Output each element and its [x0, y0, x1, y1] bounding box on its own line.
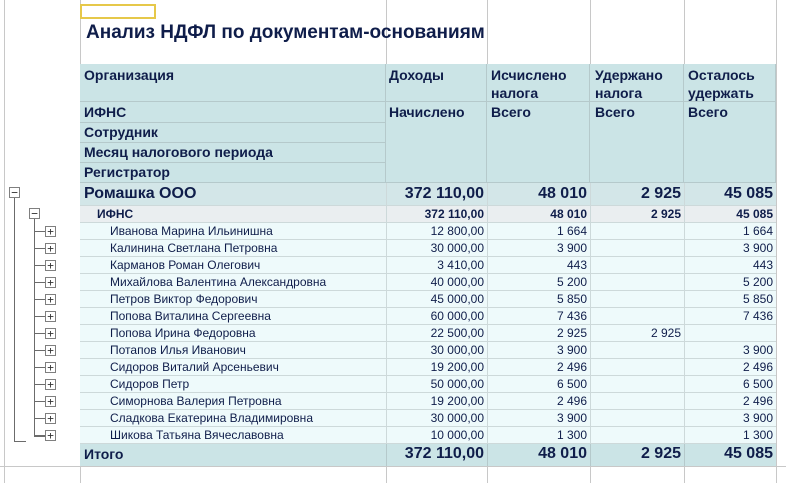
- ifns-group-row[interactable]: [80, 206, 776, 223]
- grid-line: [4, 0, 5, 483]
- employee-remaining: 5 200: [742, 275, 773, 289]
- header-divider: [80, 101, 386, 102]
- expand-row-button[interactable]: +: [45, 396, 56, 407]
- total-calc: 48 010: [538, 445, 587, 462]
- employee-name: Попова Ирина Федоровна: [110, 326, 256, 340]
- table-row[interactable]: [80, 359, 776, 376]
- table-row[interactable]: [80, 240, 776, 257]
- header-month: Месяц налогового периода: [84, 144, 273, 160]
- expand-row-button[interactable]: +: [45, 430, 56, 441]
- ifns-calc: 48 010: [550, 207, 587, 221]
- total-remaining: 45 085: [724, 445, 773, 462]
- employee-name: Сидоров Петр: [110, 377, 190, 391]
- col-separator: [590, 376, 591, 392]
- employee-name: Симорнова Валерия Петровна: [110, 394, 282, 408]
- col-separator: [590, 308, 591, 324]
- employee-remaining: 3 900: [742, 343, 773, 357]
- col-separator: [590, 410, 591, 426]
- col-separator: [590, 291, 591, 307]
- header-withheld-sub: Всего: [595, 104, 635, 120]
- employee-income: 30 000,00: [430, 343, 484, 357]
- expand-row-button[interactable]: +: [45, 328, 56, 339]
- table-row[interactable]: [80, 427, 776, 444]
- employee-remaining: 3 900: [742, 411, 773, 425]
- report-title: Анализ НДФЛ по документам-основаниям: [86, 22, 485, 43]
- col-separator: [590, 223, 591, 239]
- header-income-label: Доходы: [389, 67, 444, 83]
- col-separator: [590, 342, 591, 358]
- employee-calc: 1 664: [556, 224, 587, 238]
- employee-remaining: 7 436: [742, 309, 773, 323]
- expand-row-button[interactable]: +: [45, 260, 56, 271]
- employee-name: Попова Виталина Сергеевна: [110, 309, 271, 323]
- header-income-sub: Начислено: [389, 104, 465, 120]
- expand-row-button[interactable]: +: [45, 277, 56, 288]
- header-withheld-label: Удержано налога: [595, 67, 663, 101]
- col-separator: [590, 240, 591, 256]
- employee-income: 50 000,00: [430, 377, 484, 391]
- employee-income: 3 410,00: [437, 258, 484, 272]
- employee-name: Михайлова Валентина Александровна: [110, 275, 327, 289]
- collapse-org-button[interactable]: −: [9, 187, 20, 198]
- header-remaining-label: Осталось удержать: [688, 67, 755, 101]
- employee-income: 30 000,00: [430, 411, 484, 425]
- employee-calc: 5 200: [556, 275, 587, 289]
- employee-income: 19 200,00: [430, 394, 484, 408]
- expand-row-button[interactable]: +: [45, 345, 56, 356]
- grid-line: [776, 0, 777, 483]
- table-row[interactable]: [80, 308, 776, 325]
- employee-remaining: 2 496: [742, 360, 773, 374]
- employee-remaining: 6 500: [742, 377, 773, 391]
- employee-name: Иванова Марина Ильинишна: [110, 224, 273, 238]
- org-group-row[interactable]: [80, 183, 776, 206]
- table-row[interactable]: [80, 325, 776, 342]
- expand-row-button[interactable]: +: [45, 311, 56, 322]
- expand-row-button[interactable]: +: [45, 362, 56, 373]
- expand-row-button[interactable]: +: [45, 413, 56, 424]
- employee-calc: 7 436: [556, 309, 587, 323]
- employee-calc: 2 925: [556, 326, 587, 340]
- employee-remaining: 3 900: [742, 241, 773, 255]
- col-separator: [590, 359, 591, 375]
- employee-name: Шикова Татьяна Вячеславовна: [110, 428, 284, 442]
- employee-calc: 6 500: [556, 377, 587, 391]
- employee-remaining: 443: [752, 258, 773, 272]
- tree-line: [14, 198, 15, 441]
- col-separator: [590, 427, 591, 443]
- tree-line: [34, 219, 35, 436]
- employee-income: 22 500,00: [430, 326, 484, 340]
- header-calc-label: Исчислено налога: [491, 67, 567, 101]
- expand-row-button[interactable]: +: [45, 294, 56, 305]
- table-row[interactable]: [80, 376, 776, 393]
- employee-calc: 2 496: [556, 394, 587, 408]
- employee-income: 45 000,00: [430, 292, 484, 306]
- header-organization: Организация: [84, 67, 175, 83]
- employee-calc: 5 850: [556, 292, 587, 306]
- selected-cell[interactable]: [80, 4, 156, 19]
- employee-calc: 443: [566, 258, 587, 272]
- header-registrar: Регистратор: [84, 164, 170, 180]
- ifns-income: 372 110,00: [424, 207, 484, 221]
- header-remaining-sub: Всего: [688, 104, 728, 120]
- total-row: [80, 444, 776, 466]
- table-row[interactable]: [80, 274, 776, 291]
- org-withheld: 2 925: [640, 185, 681, 202]
- org-income: 372 110,00: [404, 185, 484, 202]
- header-calc-sub: Всего: [491, 104, 531, 120]
- expand-row-button[interactable]: +: [45, 226, 56, 237]
- ifns-name: ИФНС: [97, 207, 134, 221]
- employee-calc: 3 900: [556, 343, 587, 357]
- expand-row-button[interactable]: +: [45, 243, 56, 254]
- employee-name: Потапов Илья Иванович: [110, 343, 246, 357]
- header-ifns: ИФНС: [84, 104, 127, 120]
- collapse-ifns-button[interactable]: −: [29, 208, 40, 219]
- header-employee: Сотрудник: [84, 124, 158, 140]
- employee-name: Карманов Роман Олегович: [110, 258, 261, 272]
- total-withheld: 2 925: [640, 445, 681, 462]
- tree-line: [14, 441, 26, 442]
- employee-remaining: 5 850: [742, 292, 773, 306]
- expand-row-button[interactable]: +: [45, 379, 56, 390]
- employee-income: 10 000,00: [430, 428, 484, 442]
- col-separator: [590, 393, 591, 409]
- grid-line: [0, 466, 786, 467]
- employee-income: 12 800,00: [430, 224, 484, 238]
- employee-name: Сладкова Екатерина Владимировна: [110, 411, 313, 425]
- employee-calc: 3 900: [556, 411, 587, 425]
- employee-calc: 3 900: [556, 241, 587, 255]
- table-row[interactable]: [80, 410, 776, 427]
- employee-calc: 1 300: [556, 428, 587, 442]
- employee-remaining: 1 300: [742, 428, 773, 442]
- col-separator: [684, 325, 685, 341]
- header-divider: [386, 101, 776, 102]
- ifns-withheld: 2 925: [650, 207, 681, 221]
- table-row[interactable]: [80, 342, 776, 359]
- employee-withheld: 2 925: [650, 326, 681, 340]
- employee-income: 19 200,00: [430, 360, 484, 374]
- ifns-remaining: 45 085: [736, 207, 773, 221]
- employee-name: Калинина Светлана Петровна: [110, 241, 278, 255]
- col-separator: [590, 257, 591, 273]
- table-row[interactable]: [80, 393, 776, 410]
- table-row[interactable]: [80, 291, 776, 308]
- org-calc: 48 010: [538, 185, 587, 202]
- total-income: 372 110,00: [404, 445, 484, 462]
- table-row[interactable]: [80, 257, 776, 274]
- employee-remaining: 2 496: [742, 394, 773, 408]
- col-separator: [590, 274, 591, 290]
- org-name: Ромашка ООО: [84, 185, 197, 202]
- table-row[interactable]: [80, 223, 776, 240]
- employee-income: 60 000,00: [430, 309, 484, 323]
- employee-income: 30 000,00: [430, 241, 484, 255]
- employee-name: Петров Виктор Федорович: [110, 292, 258, 306]
- employee-name: Сидоров Виталий Арсеньевич: [110, 360, 279, 374]
- employee-remaining: 1 664: [742, 224, 773, 238]
- employee-calc: 2 496: [556, 360, 587, 374]
- org-remaining: 45 085: [724, 185, 773, 202]
- total-label: Итого: [84, 446, 124, 462]
- employee-income: 40 000,00: [430, 275, 484, 289]
